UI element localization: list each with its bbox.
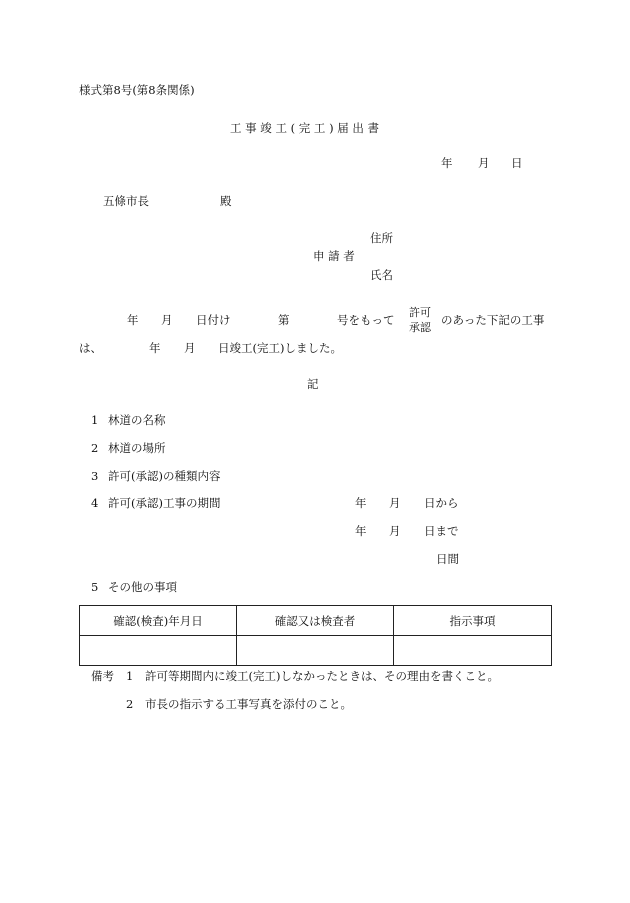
body-year2: 年 [149,341,161,355]
body-number-with: 号をもって [337,313,395,327]
note-2-text: 市長の指示する工事写真を添付のこと。 [145,697,352,711]
period-to-day: 日まで [424,524,459,538]
note-2-number: 2 [126,697,134,711]
body-year: 年 [127,313,139,327]
period-from-day: 日から [424,496,459,510]
item-4-number: 4 [91,496,99,510]
document-title: 工 事 竣 工 ( 完 工 ) 届 出 書 [230,121,380,135]
body-had-following: のあった下記の工事 [441,313,545,327]
table-row [80,636,552,666]
applicant-name-label: 氏名 [370,268,393,282]
header-instructions: 指示事項 [394,606,552,636]
inspection-table [79,605,552,666]
body-dated: 日付け [196,313,231,327]
period-to-month: 月 [389,524,401,538]
notes-label: 備考 [91,669,114,683]
item-5-number: 5 [91,580,99,594]
applicant-address-label: 住所 [370,231,393,245]
cell-inspector[interactable] [237,636,394,666]
item-2-label: 林道の場所 [108,441,166,455]
header-inspector: 確認又は検査者 [237,606,394,636]
cell-inspection-date[interactable] [80,636,237,666]
body-no: 第 [278,313,290,327]
form-number: 様式第8号(第8条関係) [79,83,195,97]
applicant-label: 申 請 者 [313,249,355,263]
period-days: 日間 [436,552,459,566]
item-1-label: 林道の名称 [108,413,166,427]
period-to-year: 年 [355,524,367,538]
body-wa: は、 [79,341,102,355]
header-inspection-date: 確認(検査)年月日 [80,606,237,636]
period-from-month: 月 [389,496,401,510]
date-day-label: 日 [511,156,523,170]
body-month2: 月 [184,341,196,355]
ki-heading: 記 [307,377,319,391]
item-1-number: 1 [91,413,99,427]
note-1-number: 1 [126,669,134,683]
item-3-number: 3 [91,469,99,483]
period-from-year: 年 [355,496,367,510]
body-month: 月 [161,313,173,327]
item-2-number: 2 [91,441,99,455]
item-4-label: 許可(承認)工事の期間 [108,496,221,510]
addressee-honorific: 殿 [220,194,232,208]
note-1-text: 許可等期間内に竣工(完工)しなかったときは、その理由を書くこと。 [145,669,499,683]
date-month-label: 月 [478,156,490,170]
item-5-label: その他の事項 [108,580,177,594]
body-approval: 承認 [409,321,431,334]
addressee-name: 五條市長 [103,194,149,208]
date-year-label: 年 [441,156,453,170]
item-3-label: 許可(承認)の種類内容 [108,469,221,483]
table-header-row [80,606,552,636]
body-permit: 許可 [409,306,431,319]
body-completed: 日竣工(完工)しました。 [218,341,342,355]
cell-instructions[interactable] [394,636,552,666]
